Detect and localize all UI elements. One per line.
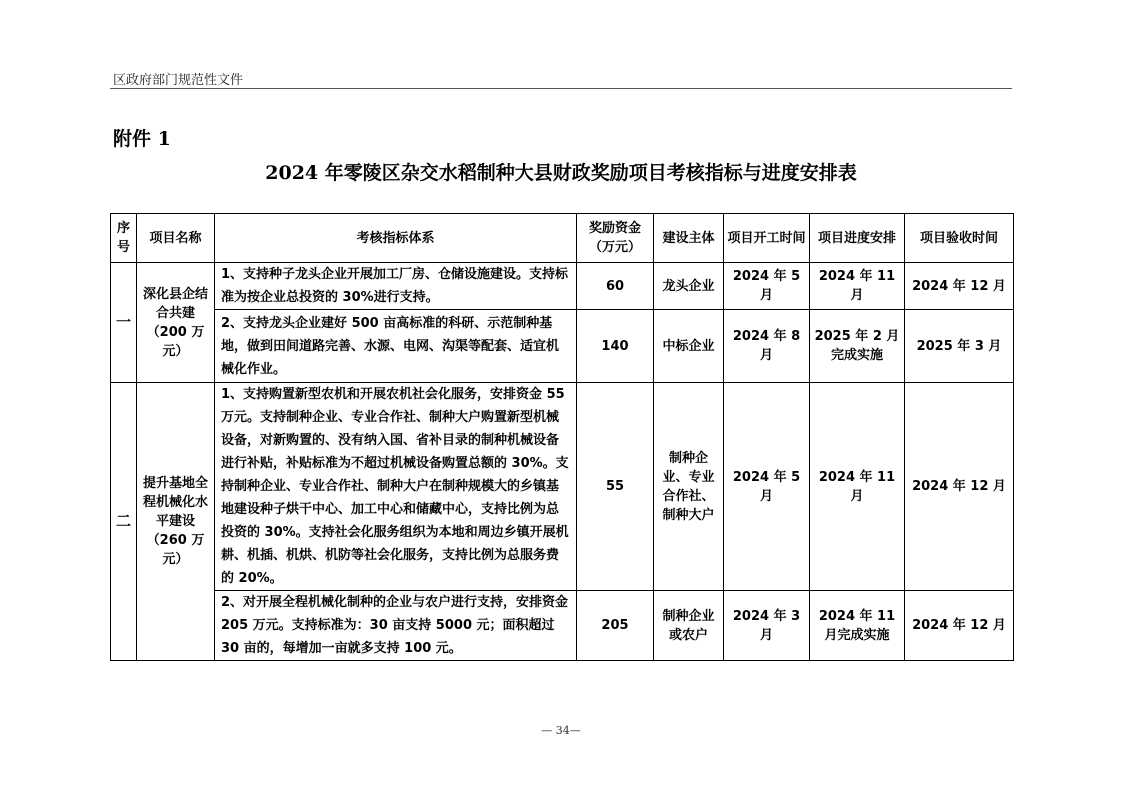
header-rule (110, 88, 1012, 89)
funding-cell: 140 (577, 310, 654, 383)
progress-cell: 2025 年 2 月完成实施 (810, 310, 905, 383)
indicator-cell: 2、对开展全程机械化制种的企业与农户进行支持，安排资金 205 万元。支持标准为：30 亩支持 5000 元；面积超过 30 亩的，每增加一亩就多支持 100 元。 (215, 591, 577, 661)
col-header-progress: 项目进度安排 (810, 214, 905, 263)
group-project-name: 深化县企结合共建（200 万元） (137, 263, 215, 383)
col-header-acceptance: 项目验收时间 (905, 214, 1014, 263)
indicator-cell: 2、支持龙头企业建好 500 亩高标准的科研、示范制种基地，做到田间道路完善、水源、电网、沟渠等配套、适宜机械化作业。 (215, 310, 577, 383)
page-title: 2024 年零陵区杂交水稻制种大县财政奖励项目考核指标与进度安排表 (265, 162, 857, 184)
funding-cell: 60 (577, 263, 654, 310)
col-header-project-name: 项目名称 (137, 214, 215, 263)
funding-cell: 205 (577, 591, 654, 661)
start-cell: 2024 年 5 月 (724, 383, 810, 591)
group-project-name: 提升基地全程机械化水平建设（260 万元） (137, 383, 215, 661)
progress-cell: 2024 年 11 月 (810, 383, 905, 591)
group-seq: 一 (111, 263, 137, 383)
funding-cell: 55 (577, 383, 654, 591)
col-header-funding: 奖励资金（万元） (577, 214, 654, 263)
table-row (111, 263, 1014, 310)
table-row (111, 591, 1014, 661)
indicator-cell: 1、支持购置新型农机和开展农机社会化服务，安排资金 55 万元。支持制种企业、专业合作社、制种大户购置新型机械设备，对新购置的、没有纳入国、省补目录的制种机械设备进行补贴，补贴标准为不超过机械设备购置总额的 30%。支持制种企业、专业合作社、制种大户在制种规模大的乡镇基地建设种子烘干中心、加工中心和储藏中心，支持比例为总投资的 30%。支持社会化服务组织为本地和周边乡镇开展机耕、机插、机烘、机防等社会化服务，支持比例为总服务费的 20%。 (215, 383, 577, 591)
table-row (111, 383, 1014, 591)
progress-cell: 2024 年 11 月 (810, 263, 905, 310)
start-cell: 2024 年 8 月 (724, 310, 810, 383)
header-doc-type: 区政府部门规范性文件 (113, 73, 244, 88)
builder-cell: 制种企业、专业合作社、制种大户 (654, 383, 724, 591)
acceptance-cell: 2025 年 3 月 (905, 310, 1014, 383)
col-header-start: 项目开工时间 (724, 214, 810, 263)
acceptance-cell: 2024 年 12 月 (905, 263, 1014, 310)
builder-cell: 龙头企业 (654, 263, 724, 310)
indicator-cell: 1、支持种子龙头企业开展加工厂房、仓储设施建设。支持标准为按企业总投资的 30%进行支持。 (215, 263, 577, 310)
attachment-label: 附件 1 (113, 128, 171, 150)
table-row (111, 310, 1014, 383)
acceptance-cell: 2024 年 12 月 (905, 383, 1014, 591)
indicator-table (110, 213, 1014, 661)
page-number: — 34— (541, 724, 581, 737)
builder-cell: 中标企业 (654, 310, 724, 383)
col-header-seq: 序号 (111, 214, 137, 263)
table-header-row (111, 214, 1014, 263)
group-seq: 二 (111, 383, 137, 661)
progress-cell: 2024 年 11 月完成实施 (810, 591, 905, 661)
start-cell: 2024 年 5 月 (724, 263, 810, 310)
col-header-builder: 建设主体 (654, 214, 724, 263)
start-cell: 2024 年 3 月 (724, 591, 810, 661)
acceptance-cell: 2024 年 12 月 (905, 591, 1014, 661)
builder-cell: 制种企业或农户 (654, 591, 724, 661)
col-header-indicators: 考核指标体系 (215, 214, 577, 263)
